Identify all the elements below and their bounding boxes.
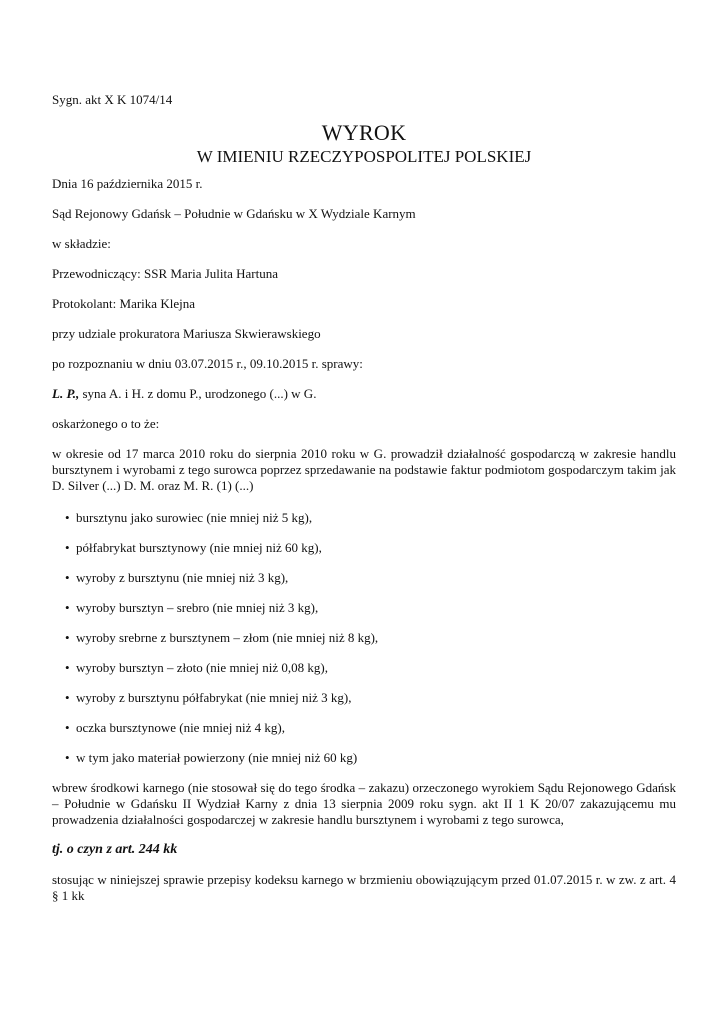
- bullet-icon: •: [65, 540, 70, 555]
- list-item-text: półfabrykat bursztynowy (nie mniej niż 60 kg),: [76, 540, 322, 555]
- bullet-icon: •: [65, 690, 70, 705]
- accused-name: L. P.,: [52, 386, 80, 401]
- charge-text: w okresie od 17 marca 2010 roku do sierpnia 2010 roku w G. prowadził działalność gospodarczą w zakresie handlu bursztynem i wyrobami z tego surowca poprzez sprzedawanie na podstawie faktur podmiotom gospodarczym takim jak D. Silver (...) D. M. oraz M. R. (1) (...): [52, 446, 676, 493]
- judgment-subtitle: W IMIENIU RZECZYPOSPOLITEJ POLSKIEJ: [196, 147, 532, 166]
- violation-text: wbrew środkowi karnego (nie stosował się do tego środka – zakazu) orzeczonego wyrokiem Sądu Rejonowego Gdańsk – Południe w Gdańsku II Wydział Karny z dnia 13 sierpnia 2009 roku sygn. akt II 1 K 20/07 zakazującemu mu prowadzenia działalności gospodarczej w zakresie handlu bursztynem i wyrobami z tego surowca,: [52, 780, 676, 827]
- bullet-icon: •: [65, 600, 70, 615]
- list-item: [52, 600, 676, 616]
- judgment-date: Dnia 16 października 2015 r.: [52, 176, 203, 191]
- prosecutor-line: przy udziale prokuratora Mariusza Skwierawskiego: [52, 326, 321, 341]
- list-item: [52, 660, 676, 676]
- presiding-judge: Przewodniczący: SSR Maria Julita Hartuna: [52, 266, 278, 281]
- list-item-text: wyroby z bursztynu półfabrykat (nie mniej niż 3 kg),: [76, 690, 352, 705]
- charged-label: oskarżonego o to że:: [52, 416, 160, 431]
- bullet-icon: •: [65, 570, 70, 585]
- case-signature: Sygn. akt X K 1074/14: [52, 92, 173, 107]
- list-item-text: wyroby bursztyn – złoto (nie mniej niż 0,08 kg),: [76, 660, 329, 675]
- court-name: Sąd Rejonowy Gdańsk – Południe w Gdańsku w X Wydziale Karnym: [52, 206, 416, 221]
- list-item: [52, 720, 676, 736]
- goods-list: [52, 510, 676, 766]
- bullet-icon: •: [65, 660, 70, 675]
- list-item-text: w tym jako materiał powierzony (nie mniej niż 60 kg): [76, 750, 358, 765]
- applying-text: stosując w niniejszej sprawie przepisy kodeksu karnego w brzmieniu obowiązującym przed 01.07.2015 r. w zw. z art. 4 § 1 kk: [52, 872, 676, 903]
- list-item: [52, 570, 676, 586]
- judgment-title: WYROK: [321, 120, 407, 145]
- list-item: [52, 540, 676, 556]
- list-item-text: wyroby srebrne z bursztynem – złom (nie mniej niż 8 kg),: [76, 630, 379, 645]
- composition-label: w składzie:: [52, 236, 111, 251]
- list-item-text: wyroby z bursztynu (nie mniej niż 3 kg),: [76, 570, 289, 585]
- list-item: [52, 690, 676, 706]
- court-clerk: Protokolant: Marika Klejna: [52, 296, 195, 311]
- bullet-icon: •: [65, 720, 70, 735]
- bullet-icon: •: [65, 510, 70, 525]
- hearing-line: po rozpoznaniu w dniu 03.07.2015 r., 09.10.2015 r. sprawy:: [52, 356, 363, 371]
- list-item: [52, 750, 676, 766]
- list-item: [52, 630, 676, 646]
- bullet-icon: •: [65, 750, 70, 765]
- accused-paragraph: [52, 386, 676, 402]
- bullet-icon: •: [65, 630, 70, 645]
- list-item-text: bursztynu jako surowiec (nie mniej niż 5 kg),: [76, 510, 313, 525]
- list-item-text: wyroby bursztyn – srebro (nie mniej niż 3 kg),: [76, 600, 319, 615]
- list-item-text: oczka bursztynowe (nie mniej niż 4 kg),: [76, 720, 286, 735]
- document-page: [52, 92, 676, 904]
- offense-qualification: tj. o czyn z art. 244 kk: [52, 842, 178, 857]
- accused-details: syna A. i H. z domu P., urodzonego (...) w G.: [79, 386, 317, 401]
- list-item: [52, 510, 676, 526]
